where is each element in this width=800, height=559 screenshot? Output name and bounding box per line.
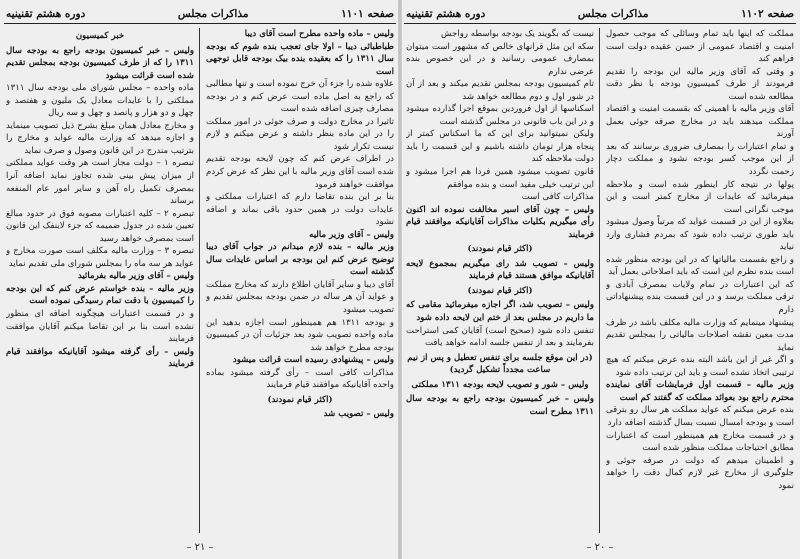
paragraph: ولیس – خبر کمیسیون بودجه راجع به بودجه سال ۱۳۱۱ را که از طرف کمیسیون بودجه بمجلس تقدیم شده است قرائت میشود <box>6 45 194 81</box>
paragraph: ماده واحده – مجلس شورای ملی بودجه سال ۱۳۱۱ مملکتی را با عایدات معادل یک ملیون و هفتصد و چهل و دو هزار و پانصد و چهل و سه ریال <box>6 83 194 119</box>
paragraph: سکه این مثل قرانهای خالص که مشهور است میتوان بمصارف عمومی رسانید و در این خصوص بنده عرضی ندارم <box>406 41 594 77</box>
paragraph: و در قسمت اعتبارات هیچگونه اضافه ای منظور نشده است بنا بر این تقاضا میکنم آقایان موافقت فرمایند <box>6 309 194 345</box>
paragraph: و وقتی که آقای وزیر مالیه این بودجه را تقدیم فرمودند از طرف کمیسیون بودجه با نظر دقت مطالعه شده است <box>606 66 794 102</box>
left-page-column-left <box>6 28 194 533</box>
right-page-footer: – ۲۰ – <box>586 542 614 553</box>
left-page-title: مذاکرات مجلس <box>177 7 249 20</box>
paragraph: تبصره ۲ – کلیه اعتبارات مصوبه فوق در حدود مبالغ تعیین شده در جدول ضمیمه که جزء لاینفک این قانون است بمصرف خواهد رسید <box>6 208 194 244</box>
paragraph: و راجع بقسمت مالیاتها که در این بودجه منظور شده است بنده نظرم این است که باید اصلاحاتی بعمل آید <box>606 254 794 278</box>
paragraph: تبصره ۳ – وزارت مالیه مکلف است صورت مخارج و عواید هر سه ماه را بمجلس شورای ملی تقدیم نماید <box>6 246 194 269</box>
paragraph: ولیس – آقای وزیر مالیه بفرمائید <box>77 271 194 282</box>
paragraph: و اطمینان میدهم که دولت در صرفه جوئی و جلوگیری از مخارج غیر لازم کمال دقت را خواهد نمود <box>606 455 794 491</box>
right-page <box>404 4 796 555</box>
paragraph: وزیر مالیه – بنده خواستم عرض کنم که این بودجه را کمیسیون با دقت تمام رسیدگی نموده است <box>6 283 194 307</box>
paragraph: ولیس – ماده واحده مطرح است آقای دیبا <box>244 29 394 39</box>
paragraph: و در قسمت مخارج هم همینطور است که اعتبارات مطابق احتیاجات مملکت منظور شده است <box>606 430 794 454</box>
paragraph: ولیس – چون آقای اسیر مخالفت نموده اند اکنون رأی میگیریم بکلیات مذاکرات آقایانیکه موافقند قیام فرمایند <box>406 204 594 240</box>
paragraph: مذاکرات کافی است – رأی گرفته میشود بماده واحده آقایانیکه موافقند قیام فرمایند <box>206 367 394 391</box>
paragraph: نیست که بگویند یک بودجه بواسطه رواجش <box>441 29 594 39</box>
paragraph: آقای وزیر مالیه با اهمیتی که بقسمت امنیت و اقتصاد مملکت میدهند باید در مخارج صرفه جوئی بعمل آورند <box>606 104 794 140</box>
paragraph: تام کمیسیون بودجه بمجلس تقدیم میکند و بعد از آن در شور اول و دوم مطالعه خواهد شد <box>406 79 594 102</box>
paragraph: (اکثر قیام نمودند) <box>467 244 533 255</box>
left-page-session: دوره هشتم تقنینیه <box>6 7 86 20</box>
paragraph: پیشنهاد مینمایم که وزارت مالیه مکلف باشد در ظرف مدت معین نقشه اصلاحات مالیاتی را بمجلس تقدیم نماید <box>606 317 794 353</box>
paragraph: تنفس داده شود (صحیح است) آقایان کمی استراحت بفرمایند و بعد از تنفس جلسه ادامه خواهد یافت <box>406 325 594 349</box>
paragraph: ولیس – تصویب شد <box>323 409 394 420</box>
paragraph: و تمام اعتبارات را بمصارف ضروری برسانند که بعد از این موجب کسر بودجه نشود و مملکت دچار زحمت نگردد <box>606 141 794 178</box>
paragraph: بنده عرض میکنم که عواید مملکت هر سال رو بترقی است و بودجه امسال نسبت بسال گذشته اضافه دارد <box>606 405 794 428</box>
right-page-number: صفحه ۱۱۰۲ <box>741 7 794 20</box>
right-page-title: مذاکرات مجلس <box>577 7 649 20</box>
left-page-number: صفحه ۱۱۰۱ <box>341 7 394 20</box>
paragraph: وزیر مالیه – قسمت اول فرمایشات آقای نماینده محترم راجع بود بعوائد مملکت که گفتند کم است <box>606 380 794 403</box>
paragraph: ولیس – خبر کمیسیون بودجه راجع به بودجه سال ۱۳۱۱ مطرح است <box>406 394 594 417</box>
column-divider <box>199 28 200 533</box>
paragraph: ولیس – شور و تصویب لایحه بودجه ۱۳۱۱ مملکتی <box>411 379 589 390</box>
paragraph: پولها در نتیجه کار اینطور شده است و ملاحظه میفرمائید که عایدات از مخارج کمتر است و این موجب نگرانی است <box>606 179 794 215</box>
paragraph: و مخارج معادل همان مبلغ بشرح ذیل تصویب مینماید و اجازه میدهد که وزارت مالیه عواید و مخارج را بترتیب مندرج در این قانون وصول و صرف نماید <box>6 120 194 156</box>
paragraph: مذاکرات کافی است <box>521 192 594 203</box>
paragraph: اسکناسها از اول فروردین بموقع اجرا گذارده میشود و در این باب قانونی در مجلس گذشته است <box>406 104 594 127</box>
paragraph: و بودجه ۱۳۱۱ هم همینطور است اجازه بدهید این ماده واحده تصویب شود بعد جزئیات آن در کمیسیون بودجه مطرح خواهد شد <box>206 317 394 353</box>
paragraph: و اگر غیر از این باشد البته بنده عرض میکنم که هیچ ترتیبی اتخاذ نشده است و باید این ترتیب داده شود <box>606 355 794 378</box>
book-gutter <box>398 0 402 559</box>
right-page-session: دوره هشتم تقنینیه <box>406 7 486 20</box>
paragraph: بعلاوه از این در قسمت عواید که مرتباً وصول میشود باید طوری ترتیب داده شود که بمردم فشاری وارد نیاید <box>606 217 794 253</box>
paragraph: که این اعتبارات در تمام ولایات بمصرف آبادی و ترقی مملکت برسد و در این قسمت بنده پیشنهاداتی دارم <box>606 279 794 316</box>
paragraph: طباطبائی دیبا – اولا جای تعجب بنده شوم که بودجه سال ۱۳۱۱ را که بعقیده بنده بیک بودجه قابل توجهی است <box>206 41 394 77</box>
paragraph: در اطراف عرض کنم که چون لایحه بودجه تقدیم شده است آقای وزیر مالیه با این نظر که عرض کردم موافقت خواهند فرمود <box>206 154 394 190</box>
right-page-header <box>404 4 796 24</box>
paragraph: (اکثر قیام نمودند) <box>467 285 533 296</box>
right-page-column-left <box>406 28 594 533</box>
paragraph: علاوه شده را جزء آن خرج نموده است و تنها مطالبی که راجع به اصل ماده است عرض کنم و در بودجه مصارف چیزی اضافه شده است <box>206 79 394 115</box>
paragraph: (اکثر قیام نمودند) <box>267 394 333 405</box>
paragraph: بنا بر این بنده تقاضا دارم که اعتبارات مملکتی و عایدات دولت در همین حدود باقی بماند و اضافه نشود <box>206 192 394 228</box>
paragraph: تاثیرا در مخارج دولت و صرف جوئی در امور مملکت را در این ماده بنظر داشته و عرض میکنم و لازم نیست تکرار شود <box>206 116 394 152</box>
paragraph: آقای دیبا و سایر آقایان اطلاع دارند که مخارج مملکت و عواید آن هر ساله در ضمن بودجه بمجلس تقدیم و تصویب میشود <box>206 279 394 316</box>
paragraph: ولیس – رأی گرفته میشود آقایانیکه موافقند قیام فرمایند <box>6 346 194 370</box>
paragraph: تبصره ۱ – دولت مجاز است هر وقت عواید مملکتی از میزان پیش بینی شده تجاوز نماید اضافه آنرا بمصرف تکمیل راه آهن و سایر امور عام المنفعه برساند <box>6 158 194 207</box>
column-divider <box>599 28 600 533</box>
paragraph: ولیس – آقای وزیر مالیه <box>309 229 394 240</box>
paragraph: (در این موقع جلسه برای تنفس تعطیل و پس از نیم ساعت مجدداً تشکیل گردید) <box>407 352 593 376</box>
left-page-footer: – ۲۱ – <box>186 542 214 553</box>
paragraph: قانون تصویب میشود همین فردا هم اجرا میشود و این ترتیب خیلی مفید است و بنده موافقم <box>406 167 594 190</box>
left-page-header <box>4 4 396 24</box>
paragraph: مملکت که اینها باید تمام وسائلی که موجب حصول امنیت و اقتصاد عمومی از حسن عقیده دولت است فراهم کند <box>606 29 794 65</box>
right-page-column-right <box>606 28 794 533</box>
left-page <box>4 4 396 555</box>
paragraph: خبر کمیسیون <box>75 31 125 41</box>
paragraph: وزیر مالیه – بنده لازم میدانم در جواب آقای دیبا توضیح عرض کنم این بودجه بر اساس عایدات سال گذشته است <box>206 242 394 278</box>
paragraph: ولیکن نمیتوانید برای این که ما اسکناس کمتر از پنجاه هزار تومان داشته باشیم و این قسمت را باید دولت ملاحظه کند <box>406 129 594 165</box>
paragraph: ولیس – تصویب شد رای میگیریم بمجموع لایحه آقایانیکه موافق هستند قیام فرمایند <box>406 258 594 282</box>
left-page-column-right <box>206 28 394 533</box>
paragraph: ولیس – تصویب شد، اگر اجازه میفرمائید مقامی که ما داریم در مجلس بعد از ختم این لایحه داده شود <box>406 300 594 324</box>
paragraph: ولیس – پیشنهادی رسیده است قرائت میشود <box>232 355 394 366</box>
